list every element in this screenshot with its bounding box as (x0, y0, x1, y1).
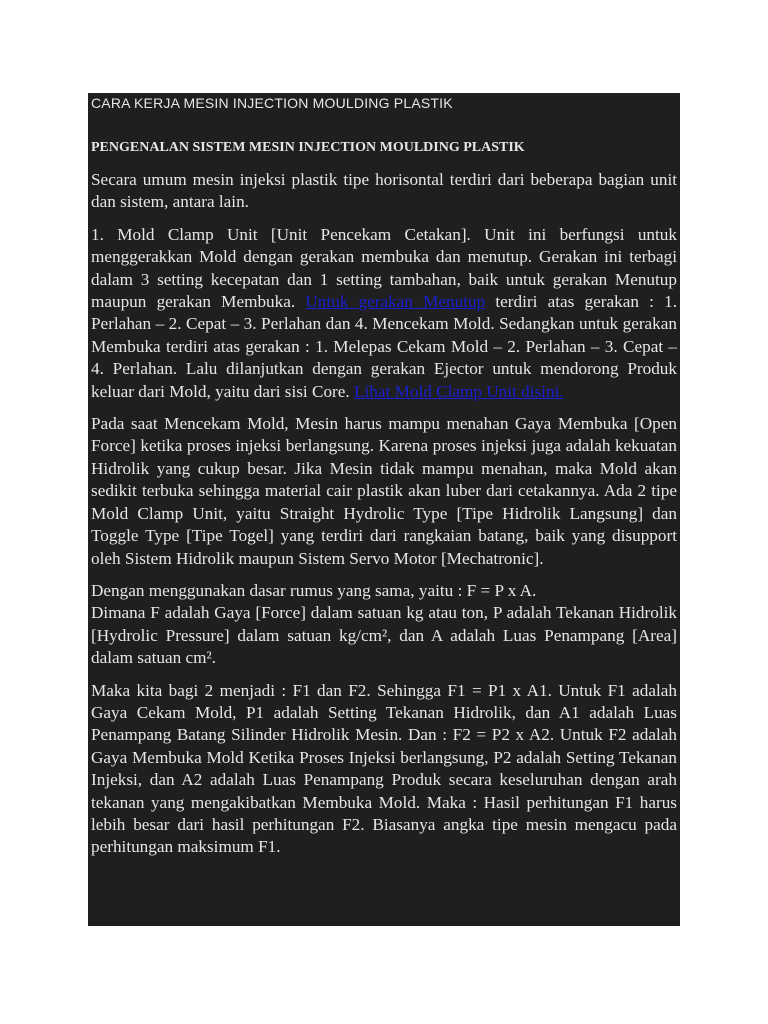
link-gerakan-menutup[interactable]: Untuk gerakan Menutup (305, 292, 486, 312)
document-page (88, 93, 680, 926)
paragraph-formula: Dengan menggunakan dasar rumus yang sama, yaitu : F = P x A. (91, 580, 537, 600)
paragraph-formula-explanation: Dimana F adalah Gaya [Force] dalam satuan kg atau ton, P adalah Tekanan Hidrolik [Hydrolic Pressure] dalam satuan kg/cm², dan A adalah Luas Penampang [Area] dalam satuan cm². (91, 603, 677, 668)
paragraph-open-force: Pada saat Mencekam Mold, Mesin harus mampu menahan Gaya Membuka [Open Force] ketika proses injeksi berlangsung. Karena proses injeksi juga adalah kekuatan Hidrolik yang cukup besar. Jika Mesin tidak mampu menahan, maka Mold akan sedikit terbuka sehingga material cair plastik akan luber dari cetakannya. Ada 2 tipe Mold Clamp Unit, yaitu Straight Hydrolic Type [Tipe Hidrolik Langsung] dan Toggle Type [Tipe Togel] yang terdiri dari rangkaian batang, baik yang disupport oleh Sistem Hidrolik maupun Sistem Servo Motor [Mechatronic]. (91, 414, 677, 568)
blog-title[interactable]: CARA KERJA MESIN INJECTION MOULDING PLASTIK (91, 95, 453, 111)
paragraph-text: 1. Mold Clamp Unit [Unit Pencekam Cetakan]. Unit ini berfungsi untuk menggerakkan Mold dengan gerakan membuka dan menutup. Gerakan ini terbagi dalam 3 setting kecepatan dan 1 setting tambahan, baik untuk gerakan Menutup maupun gerakan Membuka. (91, 224, 677, 312)
paragraph-mold-clamp (91, 224, 677, 403)
link-lihat-mold-clamp[interactable]: Lihat Mold Clamp Unit disini. (354, 381, 564, 401)
document-content (88, 95, 680, 859)
paragraph-text: terdiri atas gerakan : 1. Perlahan – 2. Cepat – 3. Perlahan dan 4. Mencekam Mold. Sedangkan untuk gerakan Membuka terdiri atas gerakan : 1. Melepas Cekam Mold – 2. Perlahan – 3. Cepat – 4. Perlahan. Lalu dilanjutkan dengan gerakan Ejector untuk mendorong Produk keluar dari Mold, yaitu dari sisi Core. (91, 292, 677, 401)
paragraph-intro: Secara umum mesin injeksi plastik tipe horisontal terdiri dari beberapa bagian unit dan sistem, antara lain. (91, 170, 677, 212)
post-title: PENGENALAN SISTEM MESIN INJECTION MOULDING PLASTIK (91, 140, 525, 155)
paragraph-f1-f2: Maka kita bagi 2 menjadi : F1 dan F2. Sehingga F1 = P1 x A1. Untuk F1 adalah Gaya Cekam Mold, P1 adalah Setting Tekanan Hidrolik, dan A1 adalah Luas Penampang Batang Silinder Hidrolik Mesin. Dan : F2 = P2 x A2. Untuk F2 adalah Gaya Membuka Mold Ketika Proses Injeksi berlangsung, P2 adalah Setting Tekanan Injeksi, dan A2 adalah Luas Penampang Produk secara keseluruhan dengan arah tekanan yang mengakibatkan Membuka Mold. Maka : Hasil perhitungan F1 harus lebih besar dari hasil perhitungan F2. Biasanya angka tipe mesin mengacu pada perhitungan maksimum F1. (91, 680, 677, 857)
